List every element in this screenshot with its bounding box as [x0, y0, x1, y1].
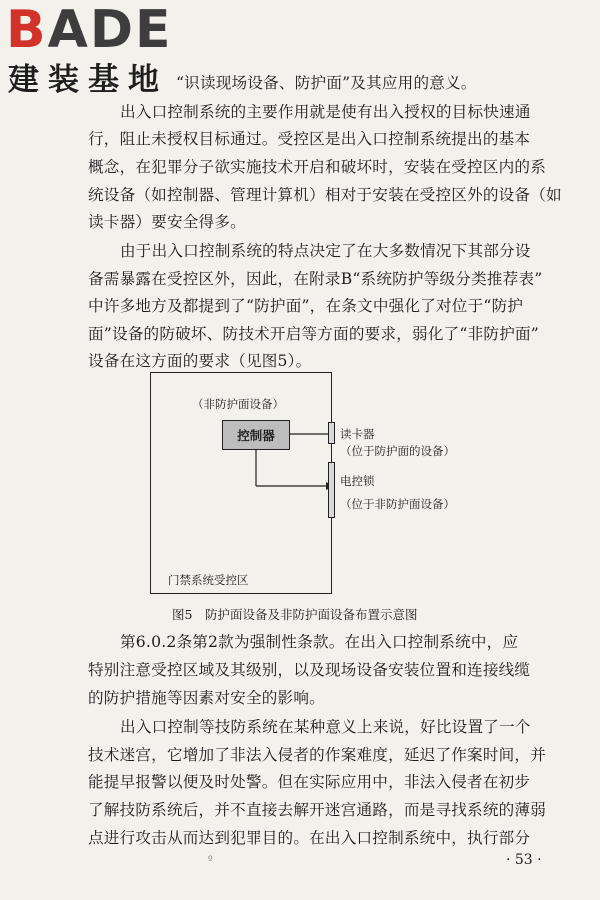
- paragraph-line: 第6.0.2条第2款为强制性条款。在出入口控制系统中，应: [120, 633, 519, 651]
- figure-caption: 图5 防护面设备及非防护面设备布置示意图: [172, 607, 418, 622]
- page-number: · 53 ·: [506, 852, 542, 868]
- figure-connectors: [150, 372, 450, 596]
- paragraph-line: 行，阻止未授权目标通过。受控区是出入口控制系统提出的基本: [88, 130, 531, 148]
- reader-label: 读卡器: [340, 427, 375, 441]
- paragraph-line: 面”设备的防破坏、防技术开启等方面的要求，弱化了“非防护面”: [88, 325, 539, 343]
- footer-mark: º: [208, 855, 213, 866]
- paragraph-line: 点进行攻击从而达到犯罪目的。在出入口控制系统中，执行部分: [88, 829, 531, 847]
- paragraph-line: 出入口控制等技防系统在某种意义上来说，好比设置了一个: [120, 718, 531, 736]
- paragraph-line: 概念，在犯罪分子欲实施技术开启和破坏时，安装在受控区内的系: [88, 158, 547, 176]
- figure-5: [150, 372, 455, 596]
- lock-device: [328, 462, 335, 518]
- paragraph-line: 特别注意受控区域及其级别，以及现场设备安装位置和连接线缆: [88, 661, 531, 679]
- paragraph-line: 备需暴露在受控区外，因此，在附录B“系统防护等级分类推荐表”: [88, 270, 543, 288]
- paragraph-line: 能提早报警以便及时处警。但在实际应用中，非法入侵者在初步: [88, 773, 531, 791]
- reader-device: [328, 422, 335, 444]
- paragraph-line: 出入口控制系统的主要作用就是使有出入授权的目标快速通: [120, 103, 531, 121]
- logo-wordmark: BADE: [6, 0, 173, 60]
- logo-subtitle: 建装基地: [8, 62, 168, 98]
- paragraph-line: 中许多地方及都提到了“防护面”，在条文中强化了对位于“防护: [88, 297, 524, 315]
- paragraph-line: 了解技防系统后，并不直接去解开迷宫通路，而是寻找系统的薄弱: [88, 801, 547, 819]
- paragraph-line: 读卡器）要安全得多。: [88, 213, 246, 231]
- paragraph-line: “识读现场设备、防护面”及其应用的意义。: [176, 74, 477, 92]
- lock-label: 电控锁: [340, 474, 375, 488]
- paragraph-line: 技术迷宫，它增加了非法入侵者的作案难度，延迟了作案时间，并: [88, 746, 547, 764]
- paragraph-line: 设备在这方面的要求（见图5）。: [88, 352, 312, 370]
- zone-label: 门禁系统受控区: [168, 573, 249, 587]
- paragraph-line: 由于出入口控制系统的特点决定了在大多数情况下其部分设: [120, 242, 531, 260]
- controller-box: 控制器: [222, 420, 290, 450]
- lock-note: （位于非防护面设备）: [340, 497, 455, 511]
- bade-logo: [6, 0, 176, 104]
- reader-note: （位于防护面的设备）: [340, 444, 455, 458]
- nonprotected-label: （非防护面设备）: [192, 397, 284, 411]
- paragraph-line: 统设备（如控制器、管理计算机）相对于安装在受控区外的设备（如: [88, 186, 562, 204]
- paragraph-line: 的防护措施等因素对安全的影响。: [88, 689, 325, 707]
